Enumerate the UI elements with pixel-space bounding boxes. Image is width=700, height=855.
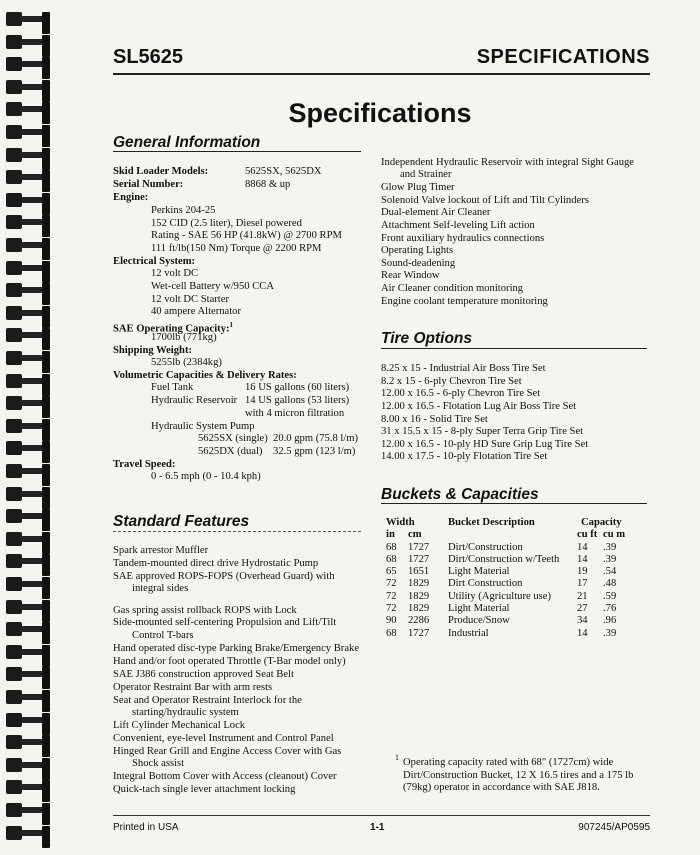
header-rule: [113, 73, 650, 75]
pump-dx-value: 5625DX (dual) 32.5 gpm (123 l/m): [198, 446, 356, 457]
bucket-description: Dirt/Construction w/Teeth: [448, 553, 560, 565]
standard-feature-line: SAE approved ROPS-FOPS (Overhead Guard) with: [113, 571, 335, 582]
electrical-line: 12 volt DC Starter: [151, 294, 229, 305]
capacity-cuft: 17: [577, 578, 588, 590]
tire-options-heading: Tire Options: [381, 330, 473, 347]
skid-loader-models-value: 5625SX, 5625DX: [245, 166, 322, 177]
fuel-tank-label: Fuel Tank: [151, 382, 194, 393]
engine-line: Rating - SAE 56 HP (41.8kW) @ 2700 RPM: [151, 230, 342, 241]
capacity-cuft: 14: [577, 627, 588, 639]
width-cm: 1727: [408, 541, 430, 553]
buckets-rule: [381, 503, 647, 504]
cm-header: cm: [408, 529, 422, 541]
footnote-line: Operating capacity rated with 68" (1727cm) wide: [403, 757, 614, 768]
capacity-cum: .96: [603, 615, 617, 627]
standard-feature-line: SAE J386 construction approved Seat Belt: [113, 669, 294, 680]
travel-speed-value: 0 - 6.5 mph (0 - 10.4 kph): [151, 471, 261, 482]
description-header: Bucket Description: [448, 517, 535, 528]
tire-option: 12.00 x 16.5 - 6-ply Chevron Tire Set: [381, 388, 541, 399]
document-number: 907245/AP0595: [578, 822, 650, 833]
bucket-row: [386, 591, 633, 603]
standard-feature-line: Spark arrestor Muffler: [113, 545, 209, 556]
cum-header: cu m: [603, 529, 626, 541]
binding-ring: [6, 12, 48, 26]
engine-label: Engine:: [113, 192, 149, 203]
volumetric-label: Volumetric Capacities & Delivery Rates:: [113, 370, 297, 381]
standard-feature-line: starting/hydraulic system: [132, 707, 239, 718]
capacity-cum: .54: [603, 566, 617, 578]
engine-line: 111 ft/lb(150 Nm) Torque @ 2200 RPM: [151, 243, 322, 254]
standard-features-heading: Standard Features: [113, 513, 250, 530]
capacity-cuft: 19: [577, 566, 588, 578]
feature-line: Front auxiliary hydraulics connections: [381, 233, 545, 244]
page-title: Specifications: [288, 98, 472, 128]
width-cm: 1829: [408, 578, 430, 590]
standard-feature-line: Gas spring assist rollback ROPS with Lock: [113, 605, 297, 616]
feature-line: Engine coolant temperature monitoring: [381, 296, 548, 307]
binding-ring: [6, 645, 48, 659]
binding-ring: [6, 148, 48, 162]
binding-ring: [6, 713, 48, 727]
binding-ring: [6, 441, 48, 455]
standard-feature-line: integral sides: [132, 583, 189, 594]
serial-number-label: Serial Number:: [113, 179, 184, 190]
binding-ring: [6, 554, 48, 568]
skid-loader-models-label: Skid Loader Models:: [113, 166, 209, 177]
feature-line: Air Cleaner condition monitoring: [381, 283, 524, 294]
bucket-table: [386, 517, 633, 640]
width-in: 72: [386, 590, 397, 602]
standard-feature-line: Shock assist: [132, 758, 185, 769]
binding-ring: [6, 600, 48, 614]
feature-line: Sound-deadening: [381, 258, 456, 269]
binding-ring: [6, 419, 48, 433]
travel-speed-label: Travel Speed:: [113, 459, 176, 470]
binding-ring: [6, 758, 48, 772]
shipping-weight-label: Shipping Weight:: [113, 345, 192, 356]
tire-option: 31 x 15.5 x 15 - 8-ply Super Terra Grip Tire Set: [381, 426, 584, 437]
capacity-cum: .48: [603, 578, 617, 590]
capacity-header: Capacity: [581, 517, 622, 528]
electrical-line: 40 ampere Alternator: [151, 306, 242, 317]
binding-ring: [6, 193, 48, 207]
binding-ring: [6, 464, 48, 478]
standard-feature-line: Convenient, eye-level Instrument and Control Panel: [113, 733, 334, 744]
width-in: 90: [386, 615, 397, 627]
tire-option: 12.00 x 16.5 - 10-ply HD Sure Grip Lug Tire Set: [381, 439, 589, 450]
binding-ring: [6, 780, 48, 794]
tire-option: 8.2 x 15 - 6-ply Chevron Tire Set: [381, 376, 522, 387]
buckets-heading: Buckets & Capacities: [381, 486, 539, 503]
hydraulic-reservoir-filter: with 4 micron filtration: [245, 408, 345, 419]
serial-number-value: 8868 & up: [245, 179, 291, 190]
binding-ring: [6, 351, 48, 365]
sae-capacity-label: SAE Operating Capacity:$^1$: [113, 321, 234, 335]
bucket-row: [386, 628, 633, 640]
width-in: 72: [386, 578, 397, 590]
fuel-tank-value: 16 US gallons (60 liters): [245, 382, 350, 393]
width-in: 68: [386, 627, 397, 639]
binding-ring: [6, 667, 48, 681]
capacity-cum: .39: [603, 627, 617, 639]
bucket-row: [386, 578, 633, 590]
bucket-description: Light Material: [448, 603, 510, 615]
bucket-row: [386, 554, 633, 566]
standard-feature-line: Hinged Rear Grill and Engine Access Cover with Gas: [113, 746, 342, 757]
binding-ring: [6, 826, 48, 840]
bucket-header-row: [386, 517, 633, 529]
bucket-row: [386, 542, 633, 554]
tire-option: 8.00 x 16 - Solid Tire Set: [381, 414, 488, 425]
footer-rule: [113, 815, 650, 816]
feature-line: Dual-element Air Cleaner: [381, 207, 491, 218]
capacity-cum: .39: [603, 553, 617, 565]
tire-option: 14.00 x 17.5 - 10-ply Flotation Tire Set: [381, 451, 548, 462]
binding-ring: [6, 170, 48, 184]
footnote-line: (79kg) operator in accordance with SAE J818.: [403, 782, 600, 793]
bucket-row: [386, 603, 633, 615]
pump-sx-value: 5625SX (single) 20.0 gpm (75.8 l/m): [198, 433, 359, 444]
electrical-line: 12 volt DC: [151, 268, 199, 279]
feature-line: Independent Hydraulic Reservoir with integral Sight Gauge: [381, 157, 635, 168]
width-cm: 1727: [408, 553, 430, 565]
capacity-cuft: 21: [577, 590, 588, 602]
bucket-subheader-row: [386, 529, 633, 541]
binding-ring: [6, 57, 48, 71]
hydraulic-reservoir-value: 14 US gallons (53 liters): [245, 395, 350, 406]
binding-ring: [6, 328, 48, 342]
standard-feature-line: Tandem-mounted direct drive Hydrostatic Pump: [113, 558, 319, 569]
feature-line: Attachment Self-leveling Lift action: [381, 220, 535, 231]
binding-ring: [6, 374, 48, 388]
bucket-row: [386, 615, 633, 627]
bucket-description: Light Material: [448, 566, 510, 578]
tire-options-rule: [381, 348, 647, 349]
capacity-cuft: 14: [577, 541, 588, 553]
width-cm: 2286: [408, 615, 430, 627]
sae-capacity-value: 1700lb (771kg): [151, 332, 217, 343]
binding-ring: [6, 215, 48, 229]
standard-feature-line: Operator Restraint Bar with arm rests: [113, 682, 273, 693]
engine-line: 152 CID (2.5 liter), Diesel powered: [151, 218, 302, 229]
tire-option: 12.00 x 16.5 - Flotation Lug Air Boss Tire Set: [381, 401, 577, 412]
capacity-cuft: 27: [577, 603, 588, 615]
general-info-rule: [113, 151, 361, 152]
in-header: in: [386, 529, 395, 541]
electrical-line: Wet-cell Battery w/950 CCA: [151, 281, 275, 292]
width-cm: 1727: [408, 627, 430, 639]
width-in: 65: [386, 566, 397, 578]
bucket-description: Utility (Agriculture use): [448, 590, 551, 602]
width-cm: 1651: [408, 566, 430, 578]
standard-feature-line: Side-mounted self-centering Propulsion and Lift/Tilt: [113, 617, 337, 628]
width-cm: 1829: [408, 590, 430, 602]
general-info-heading: General Information: [113, 134, 261, 151]
binding-ring: [6, 396, 48, 410]
bucket-description: Industrial: [448, 627, 489, 639]
standard-feature-line: Hand and/or foot operated Throttle (T-Bar model only): [113, 656, 346, 667]
standard-feature-line: Integral Bottom Cover with Access (cleanout) Cover: [113, 771, 337, 782]
capacity-cum: .76: [603, 603, 617, 615]
binding-ring: [6, 690, 48, 704]
bucket-description: Produce/Snow: [448, 615, 510, 627]
feature-line: Glow Plug Timer: [381, 182, 455, 193]
binding-ring: [6, 509, 48, 523]
capacity-cuft: 14: [577, 553, 588, 565]
tire-option: 8.25 x 15 - Industrial Air Boss Tire Set: [381, 363, 546, 374]
feature-line: Solenoid Valve lockout of Lift and Tilt Cylinders: [381, 195, 589, 206]
binding-ring: [6, 238, 48, 252]
feature-line: and Strainer: [400, 169, 452, 180]
standard-feature-line: Hand operated disc-type Parking Brake/Emergency Brake: [113, 643, 360, 654]
binding-ring: [6, 306, 48, 320]
engine-line: Perkins 204-25: [151, 205, 216, 216]
width-in: 68: [386, 553, 397, 565]
width-header: Width: [386, 517, 415, 528]
binding-ring: [6, 622, 48, 636]
binding-ring: [6, 261, 48, 275]
shipping-weight-value: 5255lb (2384kg): [151, 357, 222, 368]
standard-feature-line: Control T-bars: [132, 630, 194, 641]
page-number: 1-1: [370, 822, 385, 833]
binding-ring: [6, 532, 48, 546]
feature-line: Rear Window: [381, 270, 440, 281]
bucket-row: [386, 566, 633, 578]
model-header: SL5625: [113, 46, 184, 68]
capacity-cuft: 34: [577, 615, 588, 627]
binding-ring: [6, 735, 48, 749]
electrical-label: Electrical System:: [113, 256, 196, 267]
binding-ring: [6, 35, 48, 49]
section-header: SPECIFICATIONS: [476, 46, 650, 68]
footnote-line: Dirt/Construction Bucket, 12 X 16.5 tires and a 175 lb: [403, 770, 634, 781]
cuft-header: cu ft: [577, 529, 598, 541]
standard-feature-line: Seat and Operator Restraint Interlock for the: [113, 695, 302, 706]
feature-line: Operating Lights: [381, 245, 454, 256]
hydraulic-reservoir-label: Hydraulic Reservoir: [151, 395, 238, 406]
bucket-description: Dirt Construction: [448, 578, 523, 590]
width-in: 72: [386, 603, 397, 615]
binding-ring: [6, 283, 48, 297]
standard-features-rule: [113, 531, 361, 533]
bucket-description: Dirt/Construction: [448, 541, 523, 553]
footnote-mark: 1: [395, 753, 399, 762]
binding-ring: [6, 487, 48, 501]
footnote-mark: 1: [229, 321, 234, 329]
binding-ring: [6, 577, 48, 591]
standard-feature-line: Quick-tach single lever attachment locking: [113, 784, 296, 795]
capacity-cum: .59: [603, 590, 617, 602]
capacity-cum: .39: [603, 541, 617, 553]
binding-ring: [6, 80, 48, 94]
width-cm: 1829: [408, 603, 430, 615]
binding-ring: [6, 803, 48, 817]
standard-feature-line: Lift Cylinder Mechanical Lock: [113, 720, 246, 731]
footer-printed: Printed in USA: [113, 822, 179, 833]
width-in: 68: [386, 541, 397, 553]
pump-label: Hydraulic System Pump: [151, 421, 255, 432]
